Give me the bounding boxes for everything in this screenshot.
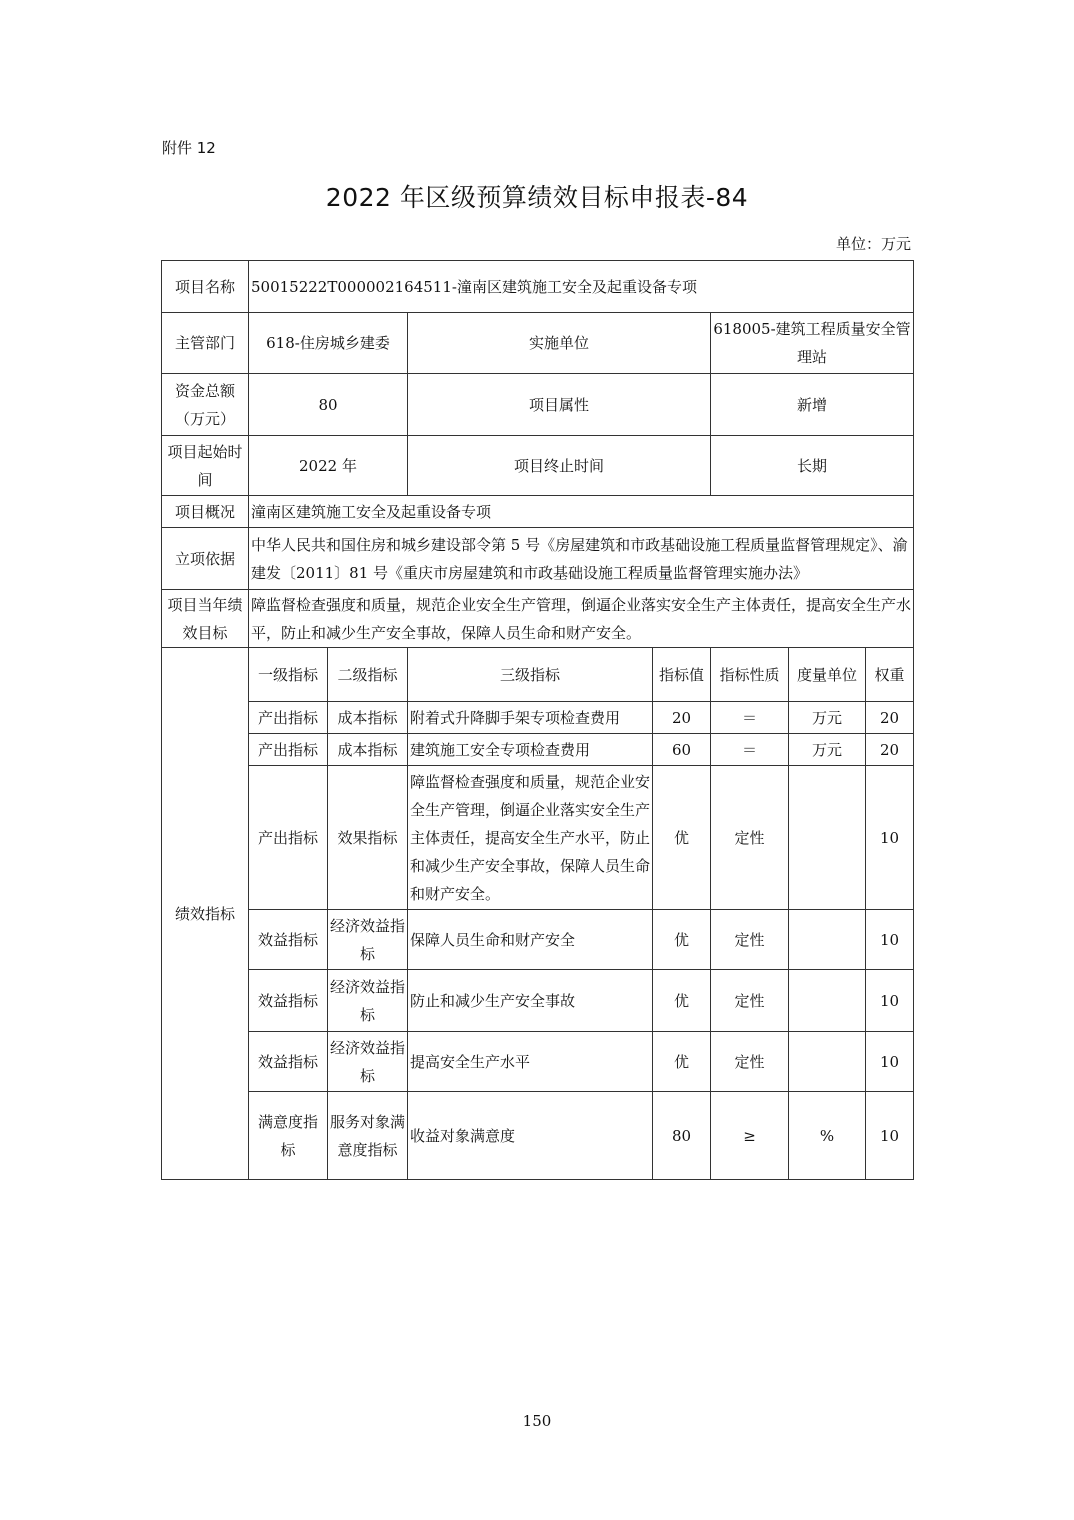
goal-value: 障监督检查强度和质量，规范企业安全生产管理，倒逼企业落实安全生产主体责任，提高安全生产水平，防止和减少生产安全事故，保障人员生命和财产安全。 xyxy=(249,590,914,648)
impl-label: 实施单位 xyxy=(408,313,711,374)
cell-weight: 10 xyxy=(866,1032,914,1092)
page-title: 2022 年区级预算绩效目标申报表-84 xyxy=(325,183,749,212)
cell-l3: 防止和减少生产安全事故 xyxy=(408,970,653,1032)
cell-l3: 障监督检查强度和质量，规范企业安全生产管理，倒逼企业落实安全生产主体责任，提高安全生产水平，防止和减少生产安全事故，保障人员生命和财产安全。 xyxy=(408,766,653,910)
cell-l2: 成本指标 xyxy=(328,734,408,766)
cell-l2: 效果指标 xyxy=(328,766,408,910)
cell-l1: 效益指标 xyxy=(249,910,328,970)
cell-l2: 经济效益指标 xyxy=(328,970,408,1032)
cell-nature: 定性 xyxy=(711,1032,789,1092)
cell-weight: 20 xyxy=(866,734,914,766)
cell-weight: 20 xyxy=(866,702,914,734)
cell-nature: ＝ xyxy=(711,734,789,766)
cell-value: 优 xyxy=(653,766,711,910)
cell-unit xyxy=(789,910,866,970)
cell-value: 60 xyxy=(653,734,711,766)
table-row xyxy=(162,910,914,970)
row-basis xyxy=(162,528,914,590)
cell-weight: 10 xyxy=(866,910,914,970)
table-row xyxy=(162,702,914,734)
cell-l1: 产出指标 xyxy=(249,702,328,734)
goal-label: 项目当年绩效目标 xyxy=(162,590,249,648)
unit-label: 单位：万元 xyxy=(835,235,911,253)
cell-value: 20 xyxy=(653,702,711,734)
cell-unit xyxy=(789,766,866,910)
end-value: 长期 xyxy=(711,436,914,496)
attr-value: 新增 xyxy=(711,374,914,436)
attr-label: 项目属性 xyxy=(408,374,711,436)
end-label: 项目终止时间 xyxy=(408,436,711,496)
funds-label: 资金总额（万元） xyxy=(162,374,249,436)
row-goal xyxy=(162,590,914,648)
cell-unit xyxy=(789,1032,866,1092)
cell-unit: % xyxy=(789,1092,866,1180)
dept-label: 主管部门 xyxy=(162,313,249,374)
row-overview xyxy=(162,496,914,528)
cell-l1: 满意度指标 xyxy=(249,1092,328,1180)
basis-value: 中华人民共和国住房和城乡建设部令第 5 号《房屋建筑和市政基础设施工程质量监督管理规定》、渝建发〔2011〕81 号《重庆市房屋建筑和市政基础设施工程质量监督管理实施办法》 xyxy=(249,528,914,590)
cell-l3: 提高安全生产水平 xyxy=(408,1032,653,1092)
project-name-label: 项目名称 xyxy=(162,261,249,313)
header-l1: 一级指标 xyxy=(249,648,328,702)
overview-label: 项目概况 xyxy=(162,496,249,528)
row-dept xyxy=(162,313,914,374)
cell-nature: ＝ xyxy=(711,702,789,734)
header-weight: 权重 xyxy=(866,648,914,702)
cell-l1: 产出指标 xyxy=(249,766,328,910)
project-name-value: 50015222T000002164511-潼南区建筑施工安全及起重设备专项 xyxy=(249,261,914,313)
start-value: 2022 年 xyxy=(249,436,408,496)
header-unit: 度量单位 xyxy=(789,648,866,702)
attachment-label: 附件 12 xyxy=(162,139,216,157)
header-value: 指标值 xyxy=(653,648,711,702)
cell-l2: 经济效益指标 xyxy=(328,910,408,970)
cell-value: 优 xyxy=(653,910,711,970)
row-funds xyxy=(162,374,914,436)
table-row xyxy=(162,1092,914,1180)
cell-l3: 收益对象满意度 xyxy=(408,1092,653,1180)
budget-table xyxy=(161,260,914,1180)
cell-l2: 经济效益指标 xyxy=(328,1032,408,1092)
cell-value: 优 xyxy=(653,1032,711,1092)
cell-l1: 效益指标 xyxy=(249,1032,328,1092)
row-time xyxy=(162,436,914,496)
cell-l1: 效益指标 xyxy=(249,970,328,1032)
start-label: 项目起始时间 xyxy=(162,436,249,496)
header-l2: 二级指标 xyxy=(328,648,408,702)
cell-l3: 建筑施工安全专项检查费用 xyxy=(408,734,653,766)
overview-value: 潼南区建筑施工安全及起重设备专项 xyxy=(249,496,914,528)
funds-value: 80 xyxy=(249,374,408,436)
cell-unit: 万元 xyxy=(789,734,866,766)
cell-l3: 保障人员生命和财产安全 xyxy=(408,910,653,970)
cell-unit: 万元 xyxy=(789,702,866,734)
cell-unit xyxy=(789,970,866,1032)
indicator-header-row xyxy=(162,648,914,702)
cell-value: 80 xyxy=(653,1092,711,1180)
cell-value: 优 xyxy=(653,970,711,1032)
impl-value: 618005-建筑工程质量安全管理站 xyxy=(711,313,914,374)
page-number: 150 xyxy=(522,1412,552,1430)
cell-weight: 10 xyxy=(866,970,914,1032)
cell-l2: 服务对象满意度指标 xyxy=(328,1092,408,1180)
header-l3: 三级指标 xyxy=(408,648,653,702)
cell-nature: 定性 xyxy=(711,970,789,1032)
table-row xyxy=(162,1032,914,1092)
cell-nature: 定性 xyxy=(711,910,789,970)
table-row xyxy=(162,766,914,910)
table-row xyxy=(162,970,914,1032)
cell-nature: ≥ xyxy=(711,1092,789,1180)
cell-weight: 10 xyxy=(866,1092,914,1180)
cell-l3: 附着式升降脚手架专项检查费用 xyxy=(408,702,653,734)
table-row xyxy=(162,734,914,766)
cell-nature: 定性 xyxy=(711,766,789,910)
indicators-section-label: 绩效指标 xyxy=(162,648,249,1180)
row-project-name xyxy=(162,261,914,313)
dept-value: 618-住房城乡建委 xyxy=(249,313,408,374)
cell-l2: 成本指标 xyxy=(328,702,408,734)
basis-label: 立项依据 xyxy=(162,528,249,590)
cell-weight: 10 xyxy=(866,766,914,910)
cell-l1: 产出指标 xyxy=(249,734,328,766)
header-nature: 指标性质 xyxy=(711,648,789,702)
